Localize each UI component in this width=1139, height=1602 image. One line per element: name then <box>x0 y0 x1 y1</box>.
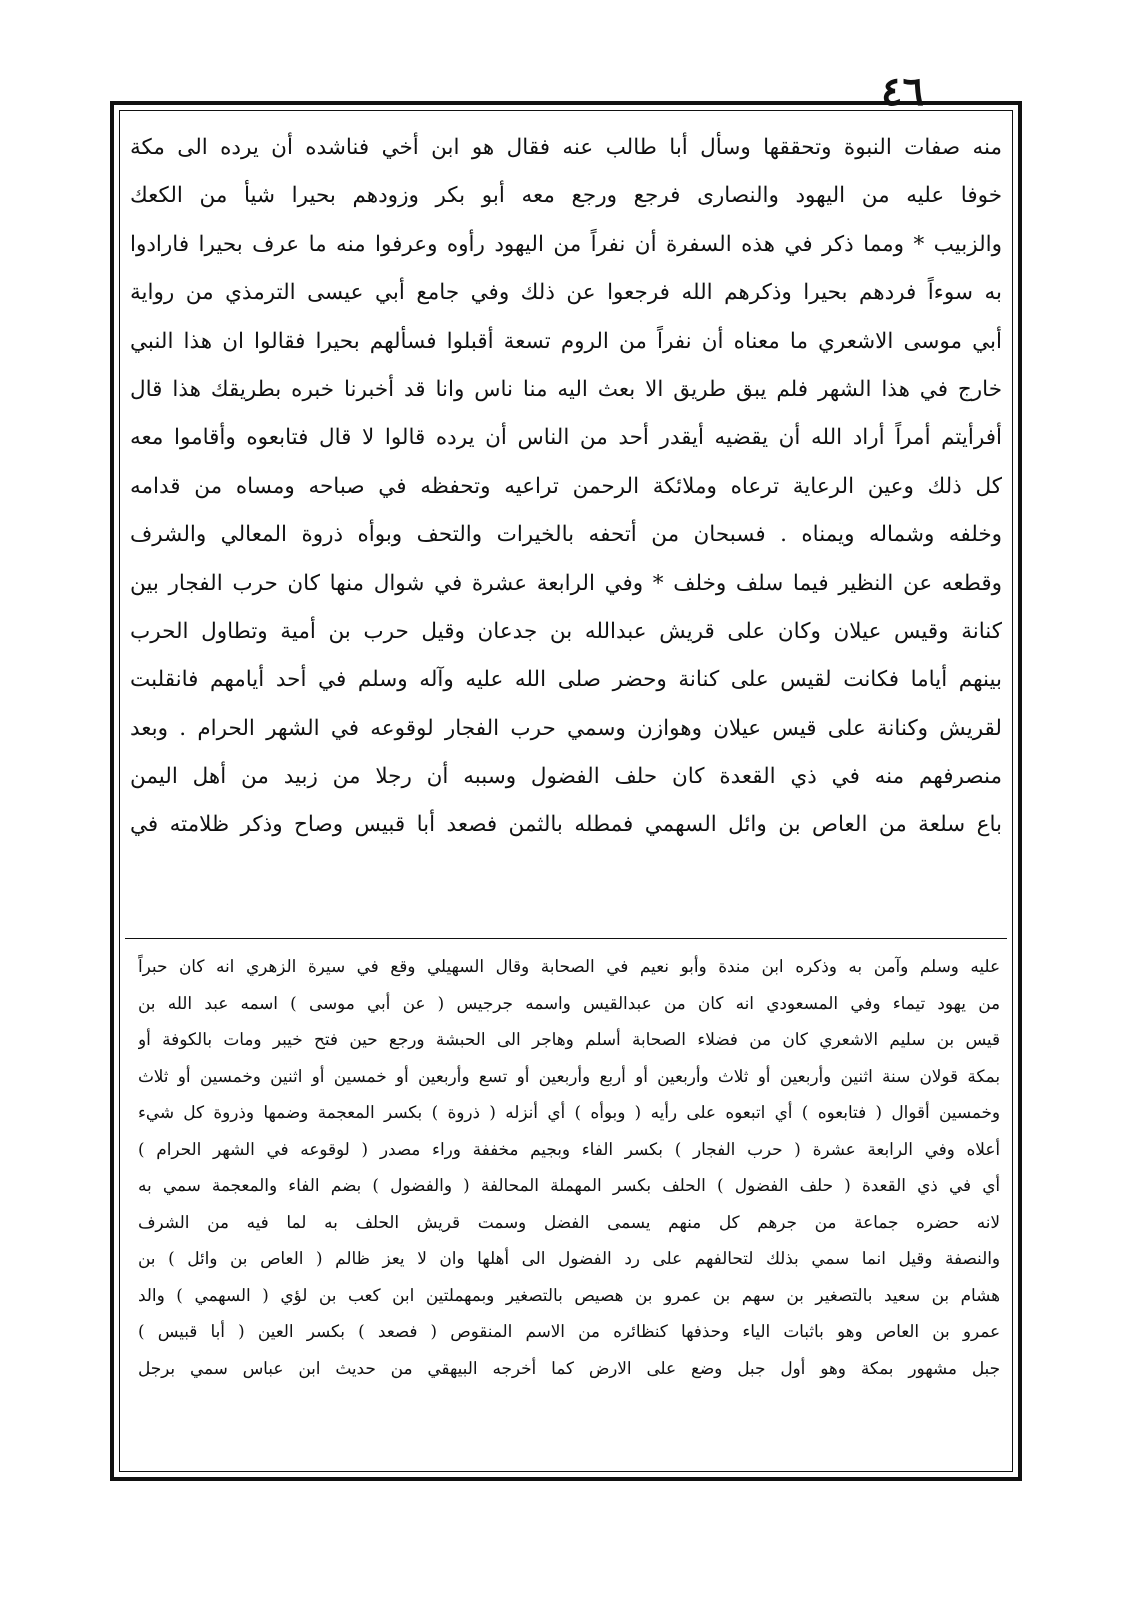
main-text-line: كل ذلك وعين الرعاية ترعاه وملائكة الرحمن تراعيه وتحفظه في صباحه ومساه من قدامه <box>130 473 1002 499</box>
main-text-line: كنانة وقيس عيلان وكان على قريش عبدالله بن جدعان وقيل حرب بن أمية وتطاول الحرب <box>130 618 1002 644</box>
main-text-line: أفرأيتم أمراً أراد الله أن يقضيه أيقدر أحد من الناس أن يرده قالوا لا قال فتابعوه وأقاموا معه <box>130 425 1002 451</box>
footnote-line: والنصفة وقيل انما سمي بذلك لتحالفهم على رد الفضول الى أهلها وان لا يعز ظالم ( العاص بن وائل ) بن <box>138 1248 1000 1268</box>
main-text-line: منه صفات النبوة وتحققها وسأل أبا طالب عنه فقال هو ابن أخي فناشده أن يرده الى مكة <box>130 135 1002 160</box>
footnote-line: لانه حضره جماعة من جرهم كل منهم يسمى الفضل وسمت قريش الحلف به لما فيه من الشرف <box>138 1211 1000 1232</box>
main-text-line: لقريش وكنانة على قيس عيلان وهوازن وسمي حرب الفجار لوقوعه في الشهر الحرام . وبعد <box>130 715 1002 741</box>
footnote-line: من يهود تيماء وفي المسعودي انه كان من عبدالقيس واسمه جرجيس ( عن أبي موسى ) اسمه عبد الله بن <box>138 992 1000 1013</box>
main-text-line: باع سلعة من العاص بن وائل السهمي فمطله بالثمن فصعد أبا قبيس وصاح وذكر ظلامته في <box>130 812 1002 838</box>
footnote-separator <box>125 938 1007 939</box>
footnote-line: جبل مشهور بمكة وهو أول جبل وضع على الارض كما أخرجه البيهقي من حديث ابن عباس سمي برجل <box>138 1357 1000 1378</box>
footnote-line: عمرو بن العاص وهو باثبات الياء وحذفها كنظائره من الاسم المنقوص ( فصعد ) بكسر العين ( أبا قبيس ) <box>138 1321 1000 1341</box>
main-text-line: أبي موسى الاشعري ما معناه أن نفراً من الروم تسعة أقبلوا فسألهم بحيرا فقالوا ان هذا النبي <box>130 328 1002 354</box>
main-text-line: بينهم أياما فكانت لقيس على كنانة وحضر صلى الله عليه وآله وسلم في أحد أيامهم فانقلبت <box>130 667 1002 693</box>
footnote-line: أي في ذي القعدة ( حلف الفضول ) الحلف بكسر المهملة المحالفة ( والفضول ) بضم الفاء والمعجمة سمي به <box>138 1175 1000 1195</box>
main-text-line: والزبيب * ومما ذكر في هذه السفرة أن نفراً من اليهود رأوه وعرفوا منه ما عرف بحيرا فارادوا <box>130 231 1002 257</box>
main-text-line: خارج في هذا الشهر فلم يبق طريق الا بعث اليه منا ناس وانا قد أخبرنا خبره بطريقك هذا قال <box>130 376 1002 402</box>
main-text-line: خوفا عليه من اليهود والنصارى فرجع ورجع معه أبو بكر وزودهم بحيرا شيأ من الكعك <box>130 183 1002 209</box>
footnote-block <box>138 948 1000 1386</box>
footnote-line: عليه وسلم وآمن به وذكره ابن مندة وأبو نعيم في الصحابة وقال السهيلي وقع في سيرة الزهري انه كان حبراً <box>138 956 1000 976</box>
main-text-line: وخلفه وشماله ويمناه . فسبحان من أتحفه بالخيرات والتحف وبوأه ذروة المعالي والشرف <box>130 522 1002 548</box>
main-text-line: به سوءاً فردهم بحيرا وذكرهم الله فرجعوا عن ذلك وفي جامع أبي عيسى الترمذي من رواية <box>130 280 1002 306</box>
footnote-line: أعلاه وفي الرابعة عشرة ( حرب الفجار ) بكسر الفاء وبجيم مخففة وراء مصدر ( لوقوعه في الشهر الحرام ) <box>138 1138 1000 1159</box>
footnote-line: بمكة قولان سنة اثنين وأربعين أو ثلاث وأربعين أو أربع وأربعين أو تسع وأربعين أو خمسين أو اثنين وخمسين أو ثلاث <box>138 1065 1000 1086</box>
footnote-line: وخمسين أقوال ( فتابعوه ) أي اتبعوه على رأيه ( وبوأه ) أي أنزله ( ذروة ) بكسر المعجمة وضمها وذروة كل شيء <box>138 1102 1000 1122</box>
footnote-line: قيس بن سليم الاشعري كان من فضلاء الصحابة أسلم وهاجر الى الحبشة ورجع حين فتح خيبر ومات بالكوفة أو <box>138 1029 1000 1049</box>
page-number: ٤٦ <box>881 68 924 115</box>
footnote-line: هشام بن سعيد بالتصغير بن سهم بن عمرو بن هصيص بالتصغير وبمهملتين ابن كعب بن لؤي ( السهمي ) والد <box>138 1284 1000 1305</box>
main-text-line: منصرفهم منه في ذي القعدة كان حلف الفضول وسببه أن رجلا من زبيد من أهل اليمن <box>130 764 1002 790</box>
main-text-block <box>130 124 1002 850</box>
main-text-line: وقطعه عن النظير فيما سلف وخلف * وفي الرابعة عشرة في شوال منها كان حرب الفجار بين <box>130 570 1002 596</box>
